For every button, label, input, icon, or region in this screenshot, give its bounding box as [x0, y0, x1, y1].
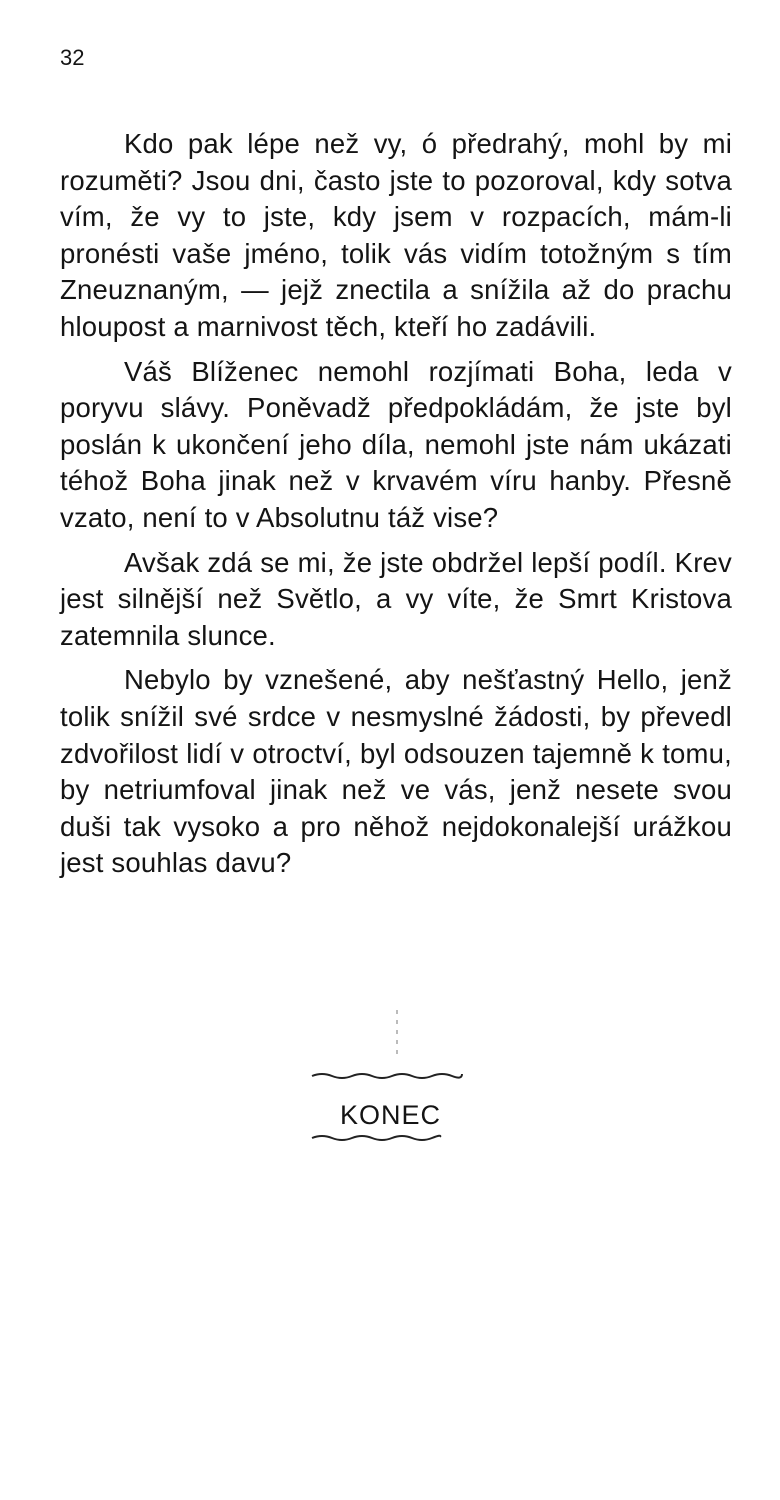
page-number: 32 — [60, 45, 85, 70]
end-ornament — [290, 1010, 470, 1160]
ornament-lines — [290, 1010, 470, 1160]
paragraph-1: Kdo pak lépe než vy, ó předrahý, mohl by mi rozuměti? Jsou dni, často jste to pozoroval, kdy sotva vím, že vy to jste, kdy jsem v rozpacích, mám-li pronésti vaše jméno, tolik vás vidím totožným s tím Zneuznaným, — jejž znectila a snížila až do prachu hloupost a marnivost těch, kteří ho zadávili. — [60, 128, 732, 342]
paragraph-3: Avšak zdá se mi, že jste obdržel lepší podíl. Krev jest silnější než Světlo, a vy víte, že Smrt Kristova zatemnila slunce. — [60, 546, 732, 651]
paragraph-2: Váš Blíženec nemohl rozjímati Boha, leda v poryvu slávy. Poněvadž předpokládám, že jste byl poslán k ukončení jeho díla, nemohl jste nám ukázati téhož Boha jinak než v krvavém víru hanby. Přesně vzato, není to v Absolutnu táž vise? — [60, 355, 732, 533]
end-label: KONEC — [340, 1100, 442, 1130]
body-text — [60, 126, 732, 890]
paragraph-4: Nebylo by vznešené, aby nešťastný Hello, jenž tolik snížil své srdce v nesmyslné žádosti, by převedl zdvořilost lidí v otroctví, byl odsouzen tajemně k tomu, by netriumfoval jinak než ve vás, jenž nesete svou duši tak vysoko a pro něhož nejdokonalejší urážkou jest souhlas davu? — [60, 664, 732, 879]
